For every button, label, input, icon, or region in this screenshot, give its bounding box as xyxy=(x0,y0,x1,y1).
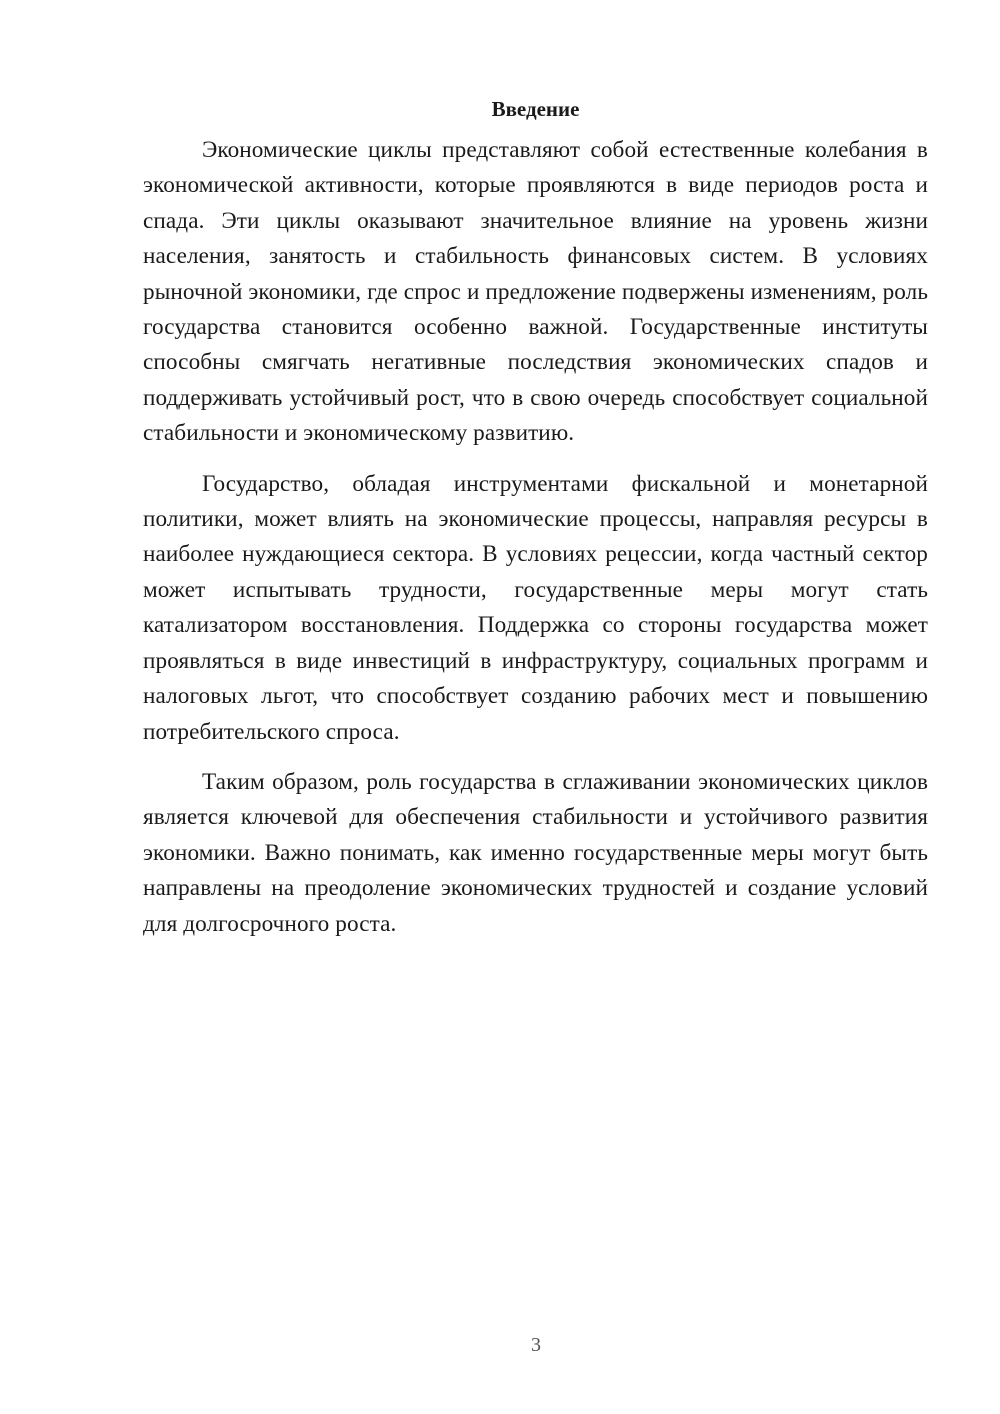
page-number: 3 xyxy=(531,1334,541,1356)
paragraph-3: Таким образом, роль государства в сглаживании экономических циклов является ключевой для обеспечения стабильности и устойчивого развития экономики. Важно понимать, как именно государственные меры могут быть направлены на преодоление экономических трудностей и создание условий для долгосрочного роста. xyxy=(143,768,928,937)
paragraph-1: Экономические циклы представляют собой естественные колебания в экономической активности, которые проявляются в виде периодов роста и спада. Эти циклы оказывают значительное влияние на уровень жизни населения, занятость и стабильность финансовых систем. В условиях рыночной экономики, где спрос и предложение подвержены изменениям, роль государства становится особенно важной. Государственные институты способны смягчать негативные последствия экономических спадов и поддерживать устойчивый рост, что в свою очередь способствует социальной стабильности и экономическому развитию. xyxy=(143,137,928,447)
paragraph-2: Государство, обладая инструментами фискальной и монетарной политики, может влиять на экономические процессы, направляя ресурсы в наиболее нуждающиеся сектора. В условиях рецессии, когда частный сектор может испытывать трудности, государственные меры могут стать катализатором восстановления. Поддержка со стороны государства может проявляться в виде инвестиций в инфраструктуру, социальных программ и налоговых льгот, что способствует созданию рабочих мест и повышению потребительского спроса. xyxy=(143,470,928,745)
page-content xyxy=(143,92,928,957)
section-heading: Введение xyxy=(491,97,580,121)
